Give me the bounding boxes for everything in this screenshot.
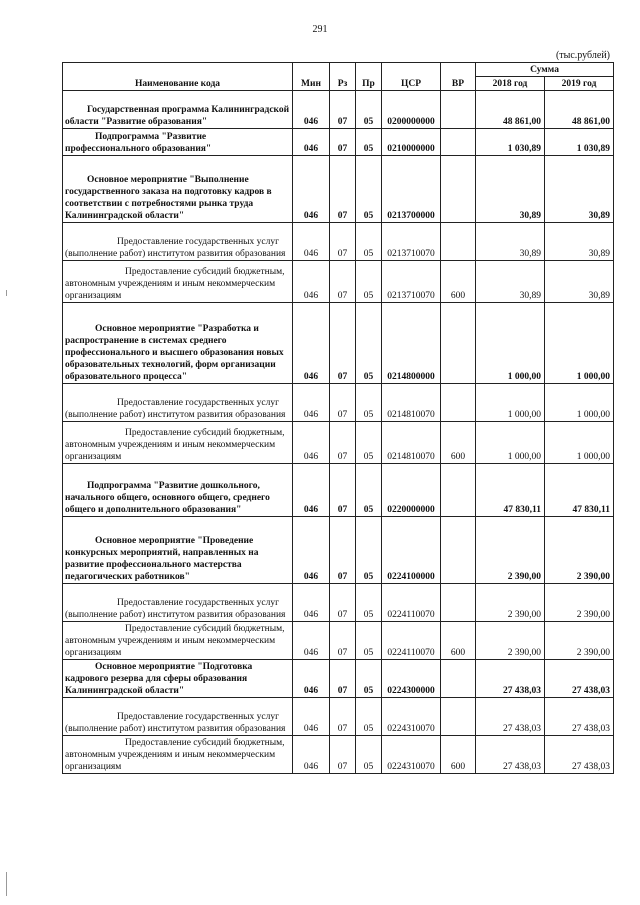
row-pr: 05: [356, 517, 382, 584]
row-pr: 05: [356, 660, 382, 698]
row-csr: 0224310070: [382, 698, 441, 736]
row-min: 046: [293, 223, 330, 261]
units-label: (тыс.рублей): [555, 50, 610, 61]
row-name: Предоставление государственных услуг (выполнение работ) институтом развития образования: [65, 398, 286, 420]
row-min: 046: [293, 422, 330, 464]
row-rz: 07: [330, 156, 356, 223]
scan-mark: [6, 872, 7, 896]
row-2019: 47 830,11: [545, 464, 614, 517]
row-2019: 27 438,03: [545, 660, 614, 698]
table-row: [63, 129, 614, 156]
row-vr: [441, 698, 476, 736]
row-pr: 05: [356, 156, 382, 223]
row-csr: 0213710070: [382, 223, 441, 261]
row-csr: 0220000000: [382, 464, 441, 517]
row-name: Основное мероприятие "Разработка и распространение в системах среднего профессионального и высшего образования новых образовательных технологий, форм организации образовательного процесса": [65, 324, 284, 382]
row-pr: 05: [356, 129, 382, 156]
row-2018: 27 438,03: [476, 736, 545, 774]
row-name: Предоставление субсидий бюджетным, автономным учреждениям и иным некоммерческим организациям: [65, 267, 285, 301]
table-row: [63, 584, 614, 622]
row-vr: 600: [441, 622, 476, 660]
row-min: 046: [293, 384, 330, 422]
row-pr: 05: [356, 464, 382, 517]
row-rz: 07: [330, 622, 356, 660]
row-min: 046: [293, 261, 330, 303]
table-row: [63, 698, 614, 736]
row-2018: 48 861,00: [476, 91, 545, 129]
row-min: 046: [293, 303, 330, 384]
row-2019: 30,89: [545, 156, 614, 223]
header-csr: ЦСР: [382, 63, 441, 91]
row-2019: 1 000,00: [545, 422, 614, 464]
row-csr: 0214800000: [382, 303, 441, 384]
row-vr: [441, 384, 476, 422]
row-pr: 05: [356, 261, 382, 303]
row-2019: 30,89: [545, 223, 614, 261]
row-pr: 05: [356, 384, 382, 422]
row-min: 046: [293, 156, 330, 223]
row-2018: 2 390,00: [476, 517, 545, 584]
table-row: [63, 303, 614, 384]
header-min: Мин: [293, 63, 330, 91]
row-vr: [441, 660, 476, 698]
row-vr: 600: [441, 261, 476, 303]
row-vr: 600: [441, 736, 476, 774]
row-name: Основное мероприятие "Подготовка кадрового резерва для сферы образования Калининградской области": [65, 662, 253, 696]
row-csr: 0224300000: [382, 660, 441, 698]
row-2019: 1 000,00: [545, 384, 614, 422]
row-vr: [441, 223, 476, 261]
row-pr: 05: [356, 303, 382, 384]
row-2019: 2 390,00: [545, 517, 614, 584]
row-2019: 1 000,00: [545, 303, 614, 384]
row-name: Государственная программа Калининградской области "Развитие образования": [65, 105, 290, 127]
row-rz: 07: [330, 660, 356, 698]
row-2019: 1 030,89: [545, 129, 614, 156]
row-min: 046: [293, 464, 330, 517]
header-rz: Рз: [330, 63, 356, 91]
row-vr: [441, 129, 476, 156]
row-csr: 0213700000: [382, 156, 441, 223]
row-min: 046: [293, 91, 330, 129]
row-pr: 05: [356, 622, 382, 660]
table-row: [63, 464, 614, 517]
scan-mark: [6, 290, 7, 296]
row-vr: [441, 584, 476, 622]
row-name: Основное мероприятие "Проведение конкурсных мероприятий, направленных на развитие профессионального мастерства педагогических работников": [65, 536, 259, 582]
row-name: Подпрограмма "Развитие дошкольного, начального общего, основного общего, среднего общего и дополнительного образования": [65, 481, 270, 515]
row-pr: 05: [356, 698, 382, 736]
row-2018: 30,89: [476, 261, 545, 303]
row-2018: 27 438,03: [476, 698, 545, 736]
row-2018: 2 390,00: [476, 622, 545, 660]
header-sum: Сумма: [476, 63, 614, 77]
row-rz: 07: [330, 384, 356, 422]
table-row: [63, 736, 614, 774]
row-pr: 05: [356, 91, 382, 129]
row-rz: 07: [330, 261, 356, 303]
row-2018: 1 000,00: [476, 303, 545, 384]
row-rz: 07: [330, 517, 356, 584]
row-rz: 07: [330, 698, 356, 736]
row-min: 046: [293, 660, 330, 698]
row-rz: 07: [330, 223, 356, 261]
header-pr: Пр: [356, 63, 382, 91]
table-row: [63, 422, 614, 464]
row-2018: 30,89: [476, 223, 545, 261]
row-name: Предоставление субсидий бюджетным, автономным учреждениям и иным некоммерческим организациям: [65, 624, 285, 658]
row-vr: 600: [441, 422, 476, 464]
row-csr: 0224100000: [382, 517, 441, 584]
row-rz: 07: [330, 422, 356, 464]
row-min: 046: [293, 622, 330, 660]
row-2019: 30,89: [545, 261, 614, 303]
row-name: Предоставление субсидий бюджетным, автономным учреждениям и иным некоммерческим организациям: [65, 738, 285, 772]
row-vr: [441, 517, 476, 584]
row-rz: 07: [330, 91, 356, 129]
table-row: [63, 660, 614, 698]
row-csr: 0224110070: [382, 622, 441, 660]
row-rz: 07: [330, 736, 356, 774]
row-rz: 07: [330, 464, 356, 517]
row-name: Предоставление государственных услуг (выполнение работ) институтом развития образования: [65, 598, 286, 620]
row-csr: 0210000000: [382, 129, 441, 156]
row-csr: 0214810070: [382, 384, 441, 422]
row-vr: [441, 303, 476, 384]
row-min: 046: [293, 584, 330, 622]
table-row: [63, 91, 614, 129]
row-rz: 07: [330, 584, 356, 622]
row-csr: 0214810070: [382, 422, 441, 464]
row-min: 046: [293, 517, 330, 584]
row-pr: 05: [356, 736, 382, 774]
row-csr: 0224110070: [382, 584, 441, 622]
table-row: [63, 384, 614, 422]
row-vr: [441, 91, 476, 129]
row-csr: 0224310070: [382, 736, 441, 774]
row-rz: 07: [330, 303, 356, 384]
row-pr: 05: [356, 422, 382, 464]
row-2018: 47 830,11: [476, 464, 545, 517]
row-2019: 27 438,03: [545, 736, 614, 774]
row-vr: [441, 464, 476, 517]
row-csr: 0200000000: [382, 91, 441, 129]
header-2019: 2019 год: [545, 77, 614, 91]
row-2018: 30,89: [476, 156, 545, 223]
row-min: 046: [293, 129, 330, 156]
row-2018: 2 390,00: [476, 584, 545, 622]
row-2019: 27 438,03: [545, 698, 614, 736]
row-name: Подпрограмма "Развитие профессионального образования": [65, 132, 212, 154]
row-name: Основное мероприятие "Выполнение государственного заказа на подготовку кадров в соответствии с потребностями рынка труда Калининградской области": [65, 175, 272, 221]
page-number: 291: [312, 24, 328, 35]
table-row: [63, 261, 614, 303]
row-min: 046: [293, 698, 330, 736]
row-rz: 07: [330, 129, 356, 156]
header-2018: 2018 год: [476, 77, 545, 91]
row-2019: 48 861,00: [545, 91, 614, 129]
row-pr: 05: [356, 223, 382, 261]
row-csr: 0213710070: [382, 261, 441, 303]
budget-table: [62, 62, 614, 774]
table-row: [63, 156, 614, 223]
row-2018: 27 438,03: [476, 660, 545, 698]
header-vr: ВР: [441, 63, 476, 91]
row-2018: 1 030,89: [476, 129, 545, 156]
table-row: [63, 622, 614, 660]
row-name: Предоставление субсидий бюджетным, автономным учреждениям и иным некоммерческим организациям: [65, 428, 285, 462]
row-pr: 05: [356, 584, 382, 622]
table-row: [63, 517, 614, 584]
row-2019: 2 390,00: [545, 584, 614, 622]
row-2019: 2 390,00: [545, 622, 614, 660]
row-min: 046: [293, 736, 330, 774]
table-row: [63, 223, 614, 261]
row-name: Предоставление государственных услуг (выполнение работ) институтом развития образования: [65, 237, 286, 259]
row-2018: 1 000,00: [476, 422, 545, 464]
header-name: Наименование кода: [63, 63, 293, 91]
row-2018: 1 000,00: [476, 384, 545, 422]
row-vr: [441, 156, 476, 223]
row-name: Предоставление государственных услуг (выполнение работ) институтом развития образования: [65, 712, 286, 734]
